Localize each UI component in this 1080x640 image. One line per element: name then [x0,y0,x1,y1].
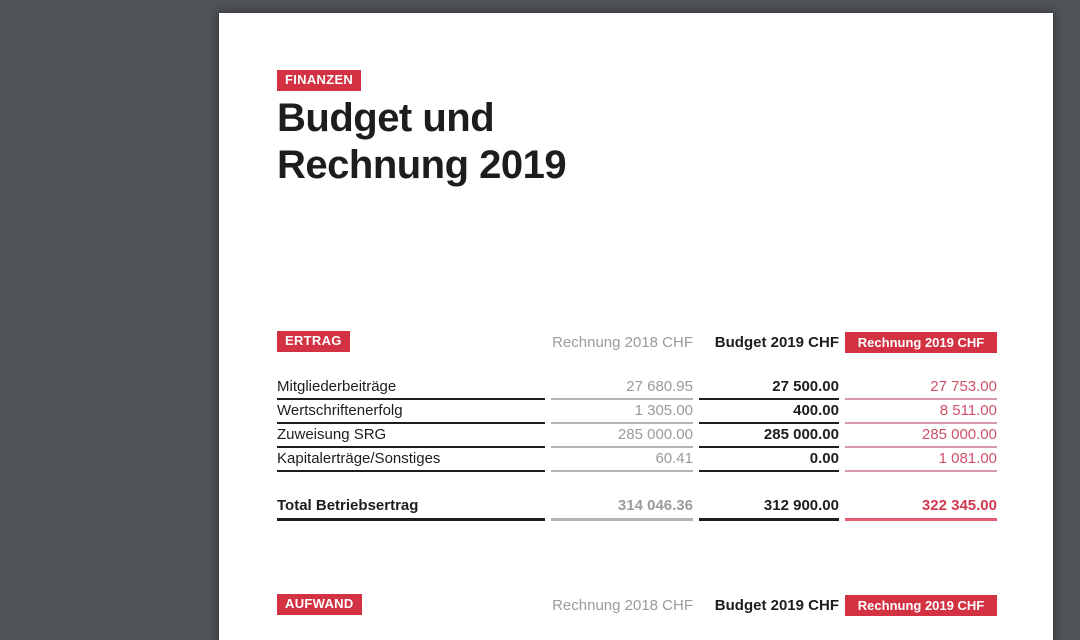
row-value-2019: 8 511.00 [845,400,997,424]
page-title [277,95,566,189]
row-label: Zuweisung SRG [277,424,545,448]
page-title-line1: Budget und [277,96,495,140]
row-label: Wertschriftenerfolg [277,400,545,424]
kicker-badge: FINANZEN [277,70,361,91]
row-value-2019: 27 753.00 [845,376,997,400]
row-value-2018: 1 305.00 [551,400,693,424]
page-title-line2: Rechnung 2019 [277,143,567,187]
row-value-2018: 60.41 [551,448,693,472]
column-header-budget-2019: Budget 2019 CHF [714,334,839,351]
aufwand-badge-cell [277,594,545,615]
row-value-budget: 400.00 [699,400,839,424]
row-label: Mitgliederbeiträge [277,376,545,400]
total-value-2018: 314 046.36 [551,495,693,521]
ertrag-header-row [277,331,997,353]
total-value-2019: 322 345.00 [845,495,997,521]
row-value-budget: 0.00 [699,448,839,472]
aufwand-section-badge: AUFWAND [277,594,362,615]
row-value-2018: 27 680.95 [551,376,693,400]
row-label: Kapitalerträge/Sonstiges [277,448,545,472]
total-value-budget: 312 900.00 [699,495,839,521]
column-header-rechnung-2018: Rechnung 2018 CHF [552,334,693,351]
row-value-budget: 27 500.00 [699,376,839,400]
ertrag-badge-cell [277,331,545,352]
column-header-rechnung-2019-badge: Rechnung 2019 CHF [845,332,997,353]
row-value-2019: 1 081.00 [845,448,997,472]
ertrag-table-body [277,376,997,472]
document-page [219,13,1053,640]
row-value-2019: 285 000.00 [845,424,997,448]
total-label: Total Betriebsertrag [277,495,545,521]
row-value-2018: 285 000.00 [551,424,693,448]
column-header-budget-2019: Budget 2019 CHF [714,597,839,614]
ertrag-section-badge: ERTRAG [277,331,350,352]
ertrag-total-row [277,495,997,521]
row-value-budget: 285 000.00 [699,424,839,448]
column-header-rechnung-2019-badge: Rechnung 2019 CHF [845,595,997,616]
column-header-rechnung-2018: Rechnung 2018 CHF [552,597,693,614]
aufwand-header-row [277,594,997,616]
